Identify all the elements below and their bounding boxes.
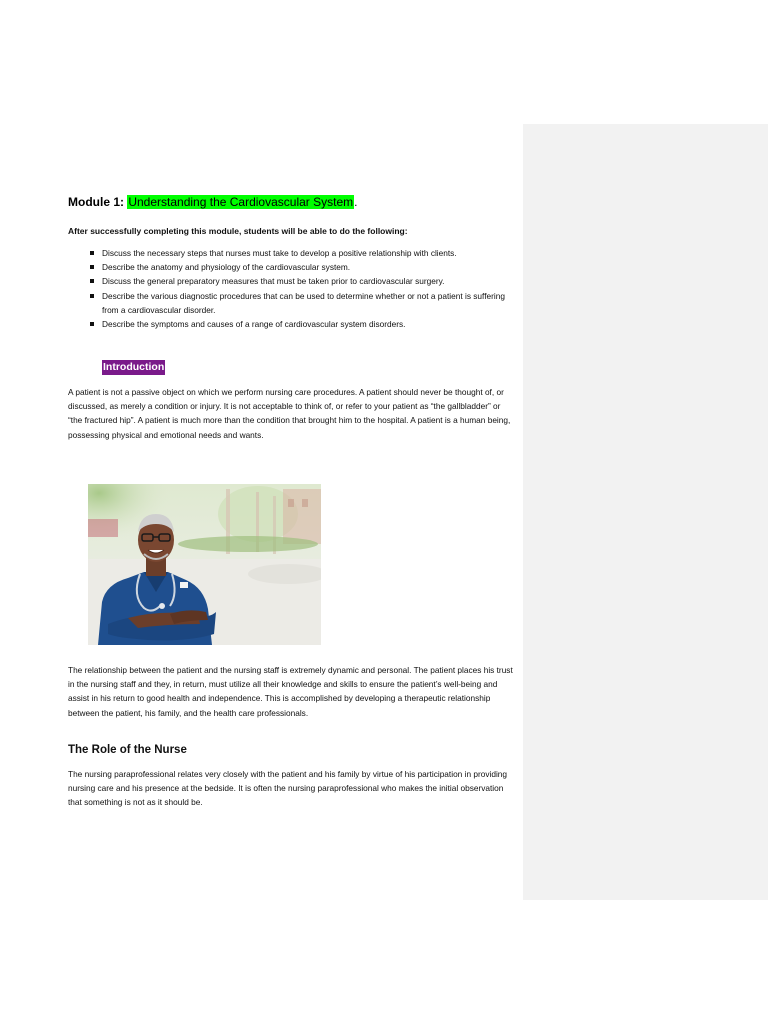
list-item-text: Describe the anatomy and physiology of the cardiovascular system. <box>102 262 351 273</box>
objectives-list <box>90 246 520 331</box>
bullet-icon <box>90 294 94 298</box>
comment-pane <box>523 124 768 900</box>
relationship-paragraph: The relationship between the patient and the nursing staff is extremely dynamic and personal. The patient places his trust in the nursing staff and they, in return, must utilize all their knowledge and skills to ensure the patient’s well-being and assist in his return to good health and independence. This is accomplished by developing a therapeutic relationship between the patient, his family, and the health care professionals. <box>68 665 513 718</box>
list-item-text: Describe the various diagnostic procedures that can be used to determine whether or not a patient is suffering from a cardiovascular disorder. <box>102 290 505 315</box>
module-title-highlight: Understanding the Cardiovascular System <box>128 195 354 209</box>
list-item <box>90 289 520 317</box>
list-item <box>90 246 520 260</box>
bullet-icon <box>90 279 94 283</box>
bullet-icon <box>90 322 94 326</box>
module-title-period: . <box>354 195 358 209</box>
introduction-paragraph: A patient is not a passive object on which we perform nursing care procedures. A patient should never be thought of, or discussed, as merely a condition or injury. It is not acceptable to think of, or refer to your patient as “the gallbladder” or “the fractured hip”. A patient is much more than the condition that brought him to the hospital. A patient is a human being, possessing physical and emotional needs and wants. <box>68 387 511 440</box>
objectives-lead: After successfully completing this module, students will be able to do the following: <box>68 226 408 236</box>
module-prefix: Module 1: <box>68 195 128 209</box>
list-item <box>90 317 520 331</box>
list-item-text: Describe the symptoms and causes of a range of cardiovascular system disorders. <box>102 319 406 330</box>
list-item-text: Discuss the necessary steps that nurses must take to develop a positive relationship with clients. <box>102 248 457 258</box>
introduction-heading: Introduction <box>103 361 165 373</box>
bullet-icon <box>90 265 94 269</box>
module-title <box>68 194 357 210</box>
list-item <box>90 274 520 288</box>
list-item-text: Discuss the general preparatory measures that must be taken prior to cardiovascular surgery. <box>102 276 445 287</box>
role-paragraph: The nursing paraprofessional relates very closely with the patient and his family by virtue of his participation in providing nursing care and his presence at the bedside. It is often the nursing paraprofessional who makes the initial observation that something is not as it should be. <box>68 769 508 808</box>
role-heading: The Role of the Nurse <box>68 744 187 756</box>
bullet-icon <box>90 251 94 255</box>
nurse-photo <box>88 484 321 645</box>
list-item <box>90 260 520 274</box>
